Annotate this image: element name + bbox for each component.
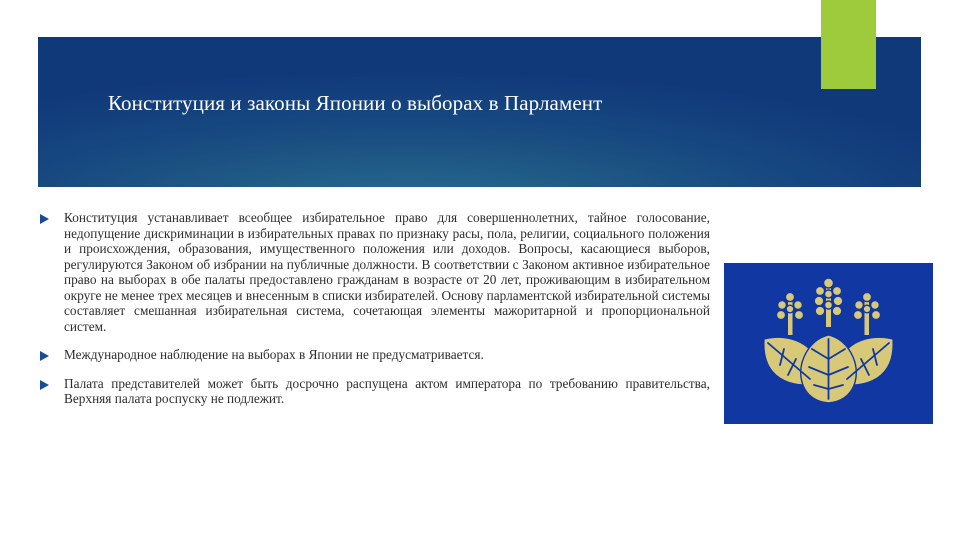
bullet-item-dissolution xyxy=(40,376,710,407)
bullet-text: Конституция устанавливает всеобщее избирательное право для совершеннолетних, тайное голосование, недопущение дискриминации в избирательных правах по признаку расы, пола, религии, социального положения и происхождения, образования, имущественного положения или доходов. Вопросы, касающиеся выборов, регулируются Законом об избрании на публичные должности. В соответствии с Законом активное избирательное право на выборах в обе палаты предоставлено гражданам в возрасте от 20 лет, проживающим в избирательном округе не менее трех месяцев и внесенным в списки избирателей. Основу парламентской избирательной системы составляет смешанная избирательная система, сочетающая элементы мажоритарной и пропорциональной систем. xyxy=(64,210,710,334)
bullet-item-suffrage xyxy=(40,210,710,334)
triangle-bullet-icon xyxy=(40,214,49,224)
triangle-bullet-icon xyxy=(40,351,49,361)
slide-title: Конституция и законы Японии о выборах в Парламент xyxy=(108,91,603,115)
paulownia-crest-icon xyxy=(724,263,933,424)
bullet-text: Международное наблюдение на выборах в Японии не предусматривается. xyxy=(64,347,484,362)
bullet-text: Палата представителей может быть досрочно распущена актом императора по требованию правительства, Верхняя палата роспуску не подлежит. xyxy=(64,375,710,406)
triangle-bullet-icon xyxy=(40,380,49,390)
accent-bar xyxy=(821,0,876,89)
bullet-list xyxy=(40,210,710,420)
bullet-item-observation xyxy=(40,347,710,363)
emblem-panel xyxy=(724,263,933,424)
